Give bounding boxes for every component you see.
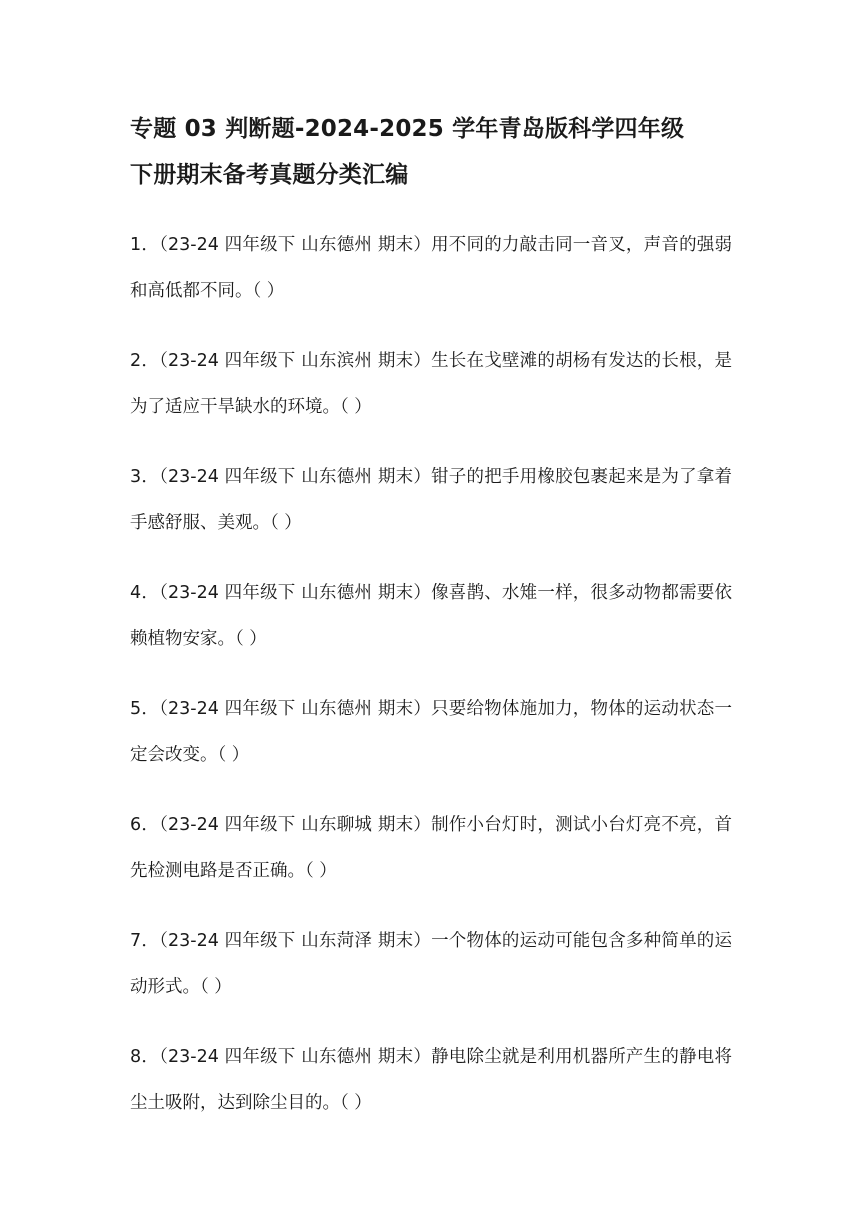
document-title [130,106,732,198]
question-item-5: 5．（23-24 四年级下 山东德州 期末）只要给物体施加力，物体的运动状态一定会改变。（ ） [130,699,732,765]
question-item-8: 8．（23-24 四年级下 山东德州 期末）静电除尘就是利用机器所产生的静电将尘土吸附，达到除尘目的。（ ） [130,1047,732,1113]
title-line-1: 专题 03 判断题-2024-2025 学年青岛版科学四年级 [130,116,685,142]
question-item-4: 4．（23-24 四年级下 山东德州 期末）像喜鹊、水雉一样，很多动物都需要依赖植物安家。（ ） [130,583,732,649]
question-list [130,222,732,1126]
question-item-2: 2．（23-24 四年级下 山东滨州 期末）生长在戈壁滩的胡杨有发达的长根，是为了适应干旱缺水的环境。（ ） [130,351,732,417]
question-item-7: 7．（23-24 四年级下 山东菏泽 期末）一个物体的运动可能包含多种简单的运动形式。（ ） [130,931,732,997]
title-line-2: 下册期末备考真题分类汇编 [130,162,409,188]
question-item-3: 3．（23-24 四年级下 山东德州 期末）钳子的把手用橡胶包裹起来是为了拿着手感舒服、美观。（ ） [130,467,732,533]
question-item-6: 6．（23-24 四年级下 山东聊城 期末）制作小台灯时，测试小台灯亮不亮，首先检测电路是否正确。（ ） [130,815,732,881]
document-page [130,106,732,1150]
question-item-1: 1．（23-24 四年级下 山东德州 期末）用不同的力敲击同一音叉，声音的强弱和高低都不同。（ ） [130,235,732,301]
